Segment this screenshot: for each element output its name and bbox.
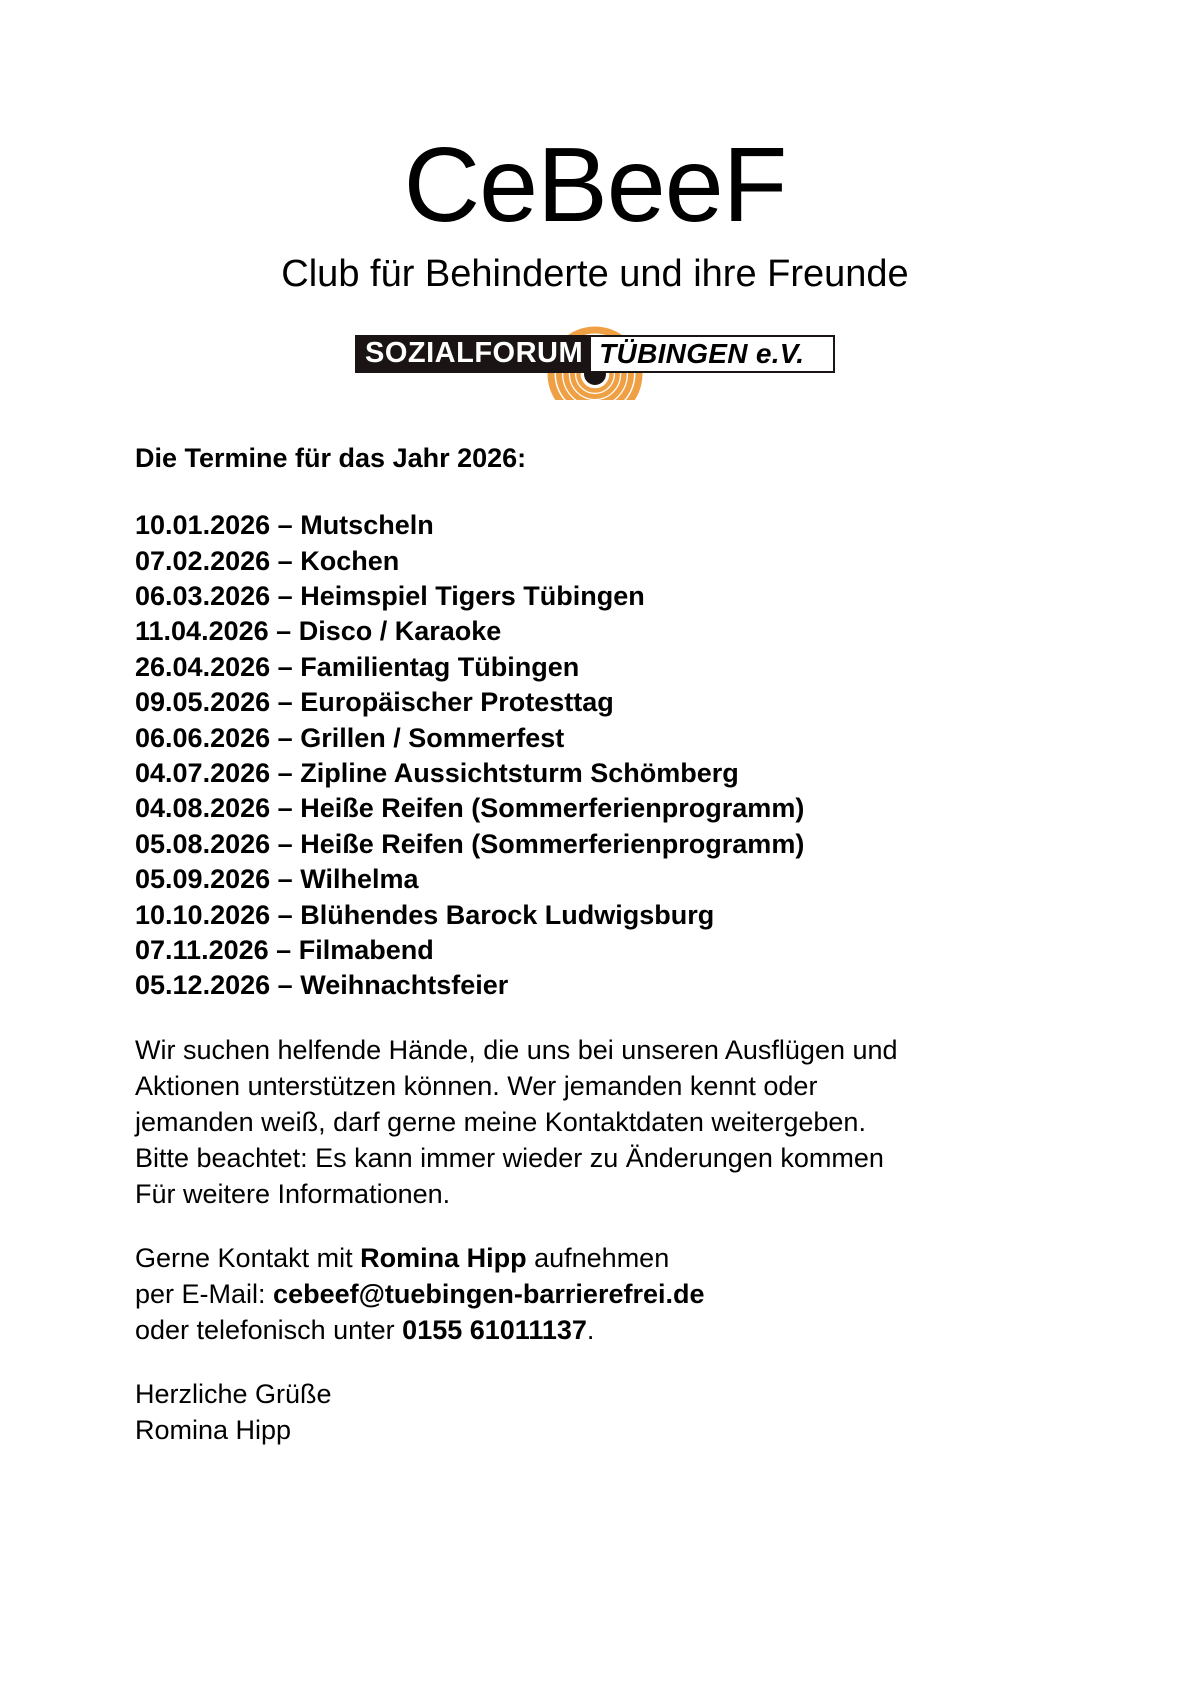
contact-line-3 (135, 1315, 594, 1345)
date-list-item (135, 898, 1190, 933)
event-title: Weihnachtsfeier (300, 970, 509, 1001)
event-dash: – (277, 864, 293, 895)
event-dash: – (277, 687, 293, 718)
event-title: Blühendes Barock Ludwigsburg (300, 899, 715, 930)
page-subtitle: Club für Behinderte und ihre Freunde (281, 253, 909, 295)
page-title: CeBeeF (403, 126, 787, 244)
event-title: Zipline Aussichtsturm Schömberg (300, 758, 739, 789)
help-line-1: Wir suchen helfende Hände, die uns bei unseren Ausflügen und (135, 1034, 898, 1065)
email-label: per E-Mail: (135, 1278, 274, 1309)
contact-prefix: Gerne Kontakt mit (135, 1242, 361, 1273)
date-list-item (135, 756, 1190, 791)
event-date: 07.02.2026 (135, 545, 271, 576)
event-dash: – (277, 722, 293, 753)
event-dash: – (277, 793, 293, 824)
event-title: Heiße Reifen (Sommerferienprogramm) (300, 828, 805, 859)
phone-period: . (586, 1314, 595, 1345)
document-header (0, 0, 1190, 296)
date-list-item (135, 862, 1190, 897)
contact-phone[interactable]: 0155 61011137 (402, 1314, 587, 1345)
event-date: 04.08.2026 (135, 793, 271, 824)
logo-bar (355, 335, 835, 373)
date-list-item (135, 791, 1190, 826)
phone-label: oder telefonisch unter (135, 1314, 403, 1345)
date-list-item (135, 827, 1190, 862)
event-dash: – (277, 510, 293, 541)
help-line-3: jemanden weiß, darf gerne meine Kontaktdaten weitergeben. (135, 1106, 866, 1137)
event-date: 05.09.2026 (135, 864, 271, 895)
help-request-paragraph (135, 1032, 1015, 1212)
dates-section-heading: Die Termine für das Jahr 2026: (135, 442, 527, 473)
event-dash: – (277, 970, 293, 1001)
dates-list (135, 508, 1190, 1004)
date-list-item (135, 968, 1190, 1003)
event-dash: – (277, 581, 293, 611)
event-date: 07.11.2026 (135, 935, 269, 966)
date-list-item (135, 721, 1190, 756)
event-title: Grillen / Sommerfest (300, 722, 565, 753)
event-title: Mutscheln (300, 510, 434, 541)
help-line-2: Aktionen unterstützen können. Wer jemanden kennt oder (135, 1070, 818, 1101)
document-body (0, 442, 1190, 1448)
closing-paragraph (135, 1376, 1015, 1448)
event-date: 26.04.2026 (135, 651, 271, 682)
contact-person-name: Romina Hipp (360, 1242, 527, 1273)
closing-greeting: Herzliche Grüße (135, 1378, 332, 1409)
event-dash: – (277, 828, 293, 859)
date-list-item (135, 685, 1190, 720)
closing-signature: Romina Hipp (135, 1414, 292, 1445)
sozialforum-logo (355, 302, 835, 398)
event-dash: – (277, 758, 293, 789)
help-line-5: Für weitere Informationen. (135, 1178, 451, 1209)
event-title: Heiße Reifen (Sommerferienprogramm) (300, 793, 805, 824)
contact-suffix: aufnehmen (526, 1242, 670, 1273)
date-list-item (135, 933, 1190, 968)
event-dash: – (277, 545, 293, 576)
event-title: Disco / Karaoke (298, 616, 502, 647)
event-title: Europäischer Protesttag (300, 687, 614, 718)
event-date: 06.03.2026 (135, 581, 271, 611)
event-date: 10.01.2026 (135, 510, 271, 541)
event-date: 10.10.2026 (135, 899, 271, 930)
contact-email[interactable]: cebeef@tuebingen-barrierefrei.de (273, 1278, 705, 1309)
event-dash: – (276, 616, 292, 647)
event-date: 05.12.2026 (135, 970, 271, 1001)
event-title: Wilhelma (300, 864, 419, 895)
date-list-item (135, 650, 1190, 685)
event-dash: – (277, 651, 293, 682)
help-line-4: Bitte beachtet: Es kann immer wieder zu Änderungen kommen (135, 1142, 884, 1173)
event-date: 06.06.2026 (135, 722, 271, 753)
contact-line-2 (135, 1279, 705, 1309)
event-date: 05.08.2026 (135, 828, 271, 859)
event-dash: – (277, 899, 293, 930)
logo-sozialforum-text: SOZIALFORUM (355, 335, 591, 373)
date-list-item (135, 614, 1190, 649)
event-dash: – (276, 935, 292, 966)
date-list-item (135, 579, 1190, 614)
date-list-item (135, 508, 1190, 543)
date-list-item (135, 544, 1190, 579)
contact-paragraph (135, 1240, 1015, 1348)
event-date: 09.05.2026 (135, 687, 271, 718)
event-date: 04.07.2026 (135, 758, 271, 789)
event-title: Heimspiel Tigers Tübingen (300, 581, 645, 611)
event-title: Familientag Tübingen (300, 651, 580, 682)
event-title: Kochen (300, 545, 400, 576)
contact-line-1 (135, 1243, 669, 1273)
event-title: Filmabend (298, 935, 434, 966)
logo-tuebingen-text: TÜBINGEN e.V. (591, 335, 835, 373)
event-date: 11.04.2026 (135, 616, 269, 647)
